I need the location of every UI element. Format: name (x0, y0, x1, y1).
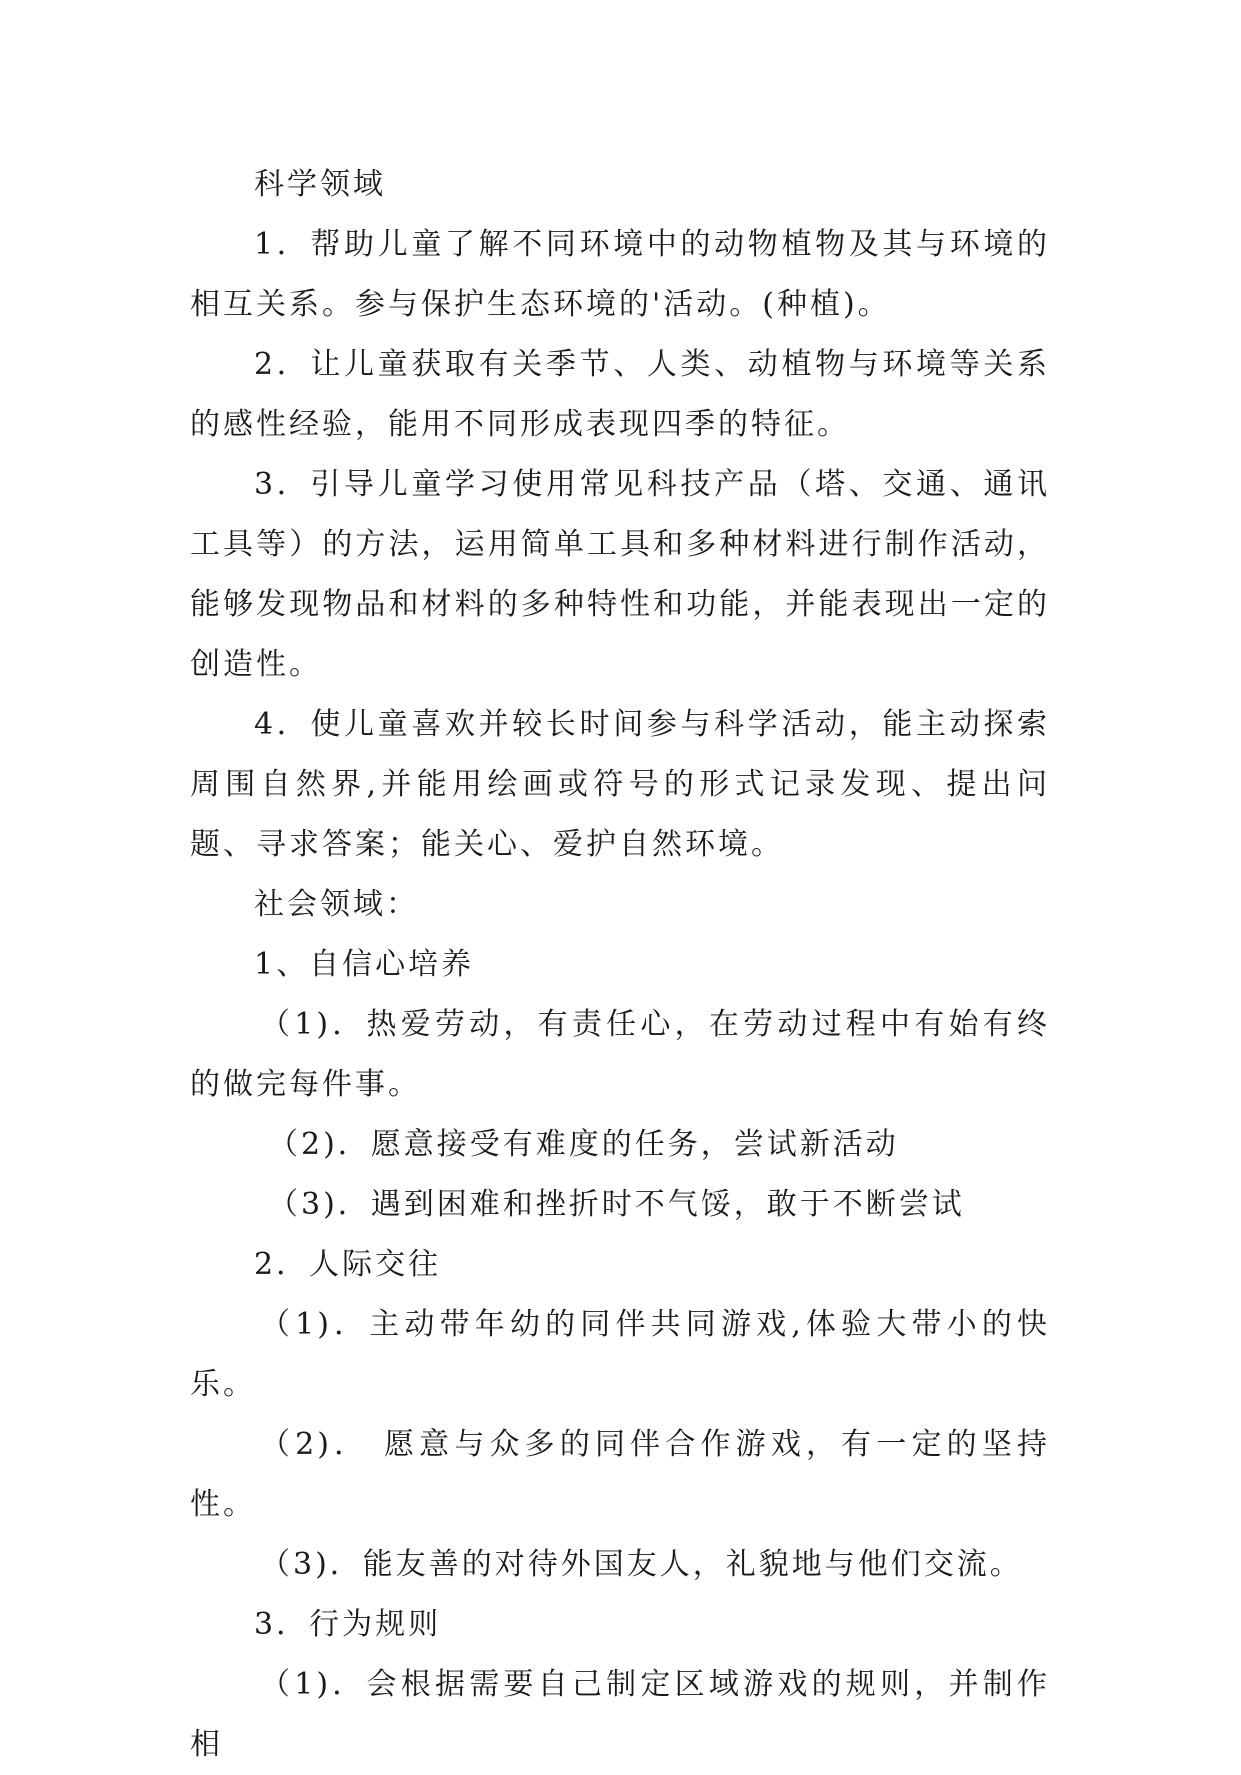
social-heading: 社会领域： (254, 887, 419, 922)
section2-item-1: （1)．主动带年幼的同伴共同游戏,体验大带小的快乐。 (190, 1307, 1050, 1402)
science-item-4: 4．使儿童喜欢并较长时间参与科学活动，能主动探索周围自然界,并能用绘画或符号的形式记录发现、提出问题、寻求答案；能关心、爱护自然环境。 (190, 707, 1050, 862)
section1-item-2: （2)．愿意接受有难度的任务，尝试新活动 (268, 1127, 899, 1162)
document-body (190, 155, 1050, 1775)
section1-item-3: （3)．遇到困难和挫折时不气馁，敢于不断尝试 (268, 1187, 965, 1222)
section1-title: 1、自信心培养 (254, 947, 475, 982)
section2-item-3: （3)．能友善的对待外国友人，礼貌地与他们交流。 (260, 1547, 1023, 1582)
science-item-3: 3．引导儿童学习使用常见科技产品（塔、交通、通讯工具等）的方法，运用简单工具和多种材料进行制作活动，能够发现物品和材料的多种特性和功能，并能表现出一定的创造性。 (190, 467, 1050, 682)
science-heading: 科学领域 (254, 167, 386, 202)
science-item-1: 1．帮助儿童了解不同环境中的动物植物及其与环境的相互关系。参与保护生态环境的'活动。(种植)。 (190, 227, 1050, 322)
section3-item-1: （1)．会根据需要自己制定区域游戏的规则，并制作相 (190, 1667, 1050, 1762)
science-item-2: 2．让儿童获取有关季节、人类、动植物与环境等关系的感性经验，能用不同形成表现四季的特征。 (190, 347, 1050, 442)
section2-title: 2．人际交往 (254, 1247, 442, 1282)
section2-item-2: （2)． 愿意与众多的同伴合作游戏，有一定的坚持性。 (190, 1427, 1050, 1522)
section1-item-1: （1)．热爱劳动，有责任心，在劳动过程中有始有终的做完每件事。 (190, 1007, 1050, 1102)
section3-title: 3．行为规则 (254, 1607, 442, 1642)
